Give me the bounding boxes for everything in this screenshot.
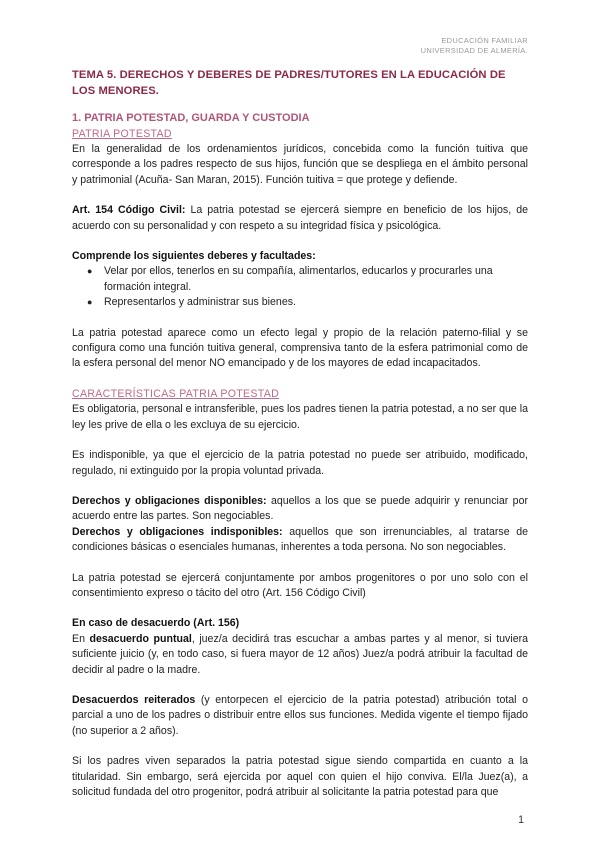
list-item-text: Velar por ellos, tenerlos en su compañía, alimentarlos, educarlos y procurarles una formación integral. xyxy=(104,265,493,293)
paragraph-efecto-legal: La patria potestad aparece como un efecto legal y propio de la relación paterno-filial y se configura como una función tuitiva general, comprensiva tanto de la esfera patrimonial como de la esfera personal del menor NO emancipado y de los mayores de edad incapacitados. xyxy=(72,326,528,370)
header-university: UNIVERSIDAD DE ALMERÍA. xyxy=(420,46,528,55)
paragraph-desacuerdo-puntual xyxy=(72,632,528,678)
paragraph-art154 xyxy=(72,203,528,234)
puntual-label: desacuerdo puntual xyxy=(89,632,192,645)
reiterados-text: (y entorpecen el ejercicio de la patria potestad) atribución total o parcial a uno de los padres o distribuir entre ellos sus funciones. Medida vigente el tiempo fijado (no superior a 2 años). xyxy=(72,693,528,737)
header-course: EDUCACIÓN FAMILIAR xyxy=(441,36,528,45)
disponibles-text: aquellos a los que se puede adquirir y renunciar por acuerdo entre las partes. Son negociables. xyxy=(72,494,528,523)
paragraph-conjuntamente: La patria potestad se ejercerá conjuntamente por ambos progenitores o por uno solo con el consentimiento expreso o tácito del otro (Art. 156 Código Civil) xyxy=(72,571,528,599)
indisponibles-label: Derechos y obligaciones indisponibles: xyxy=(72,525,283,538)
subheading-caracteristicas: CARACTERÍSTICAS PATRIA POTESTAD xyxy=(72,387,280,400)
document-title: TEMA 5. DERECHOS Y DEBERES DE PADRES/TUTORES EN LA EDUCACIÓN DE LOS MENORES. xyxy=(72,69,506,97)
disponibles-label: Derechos y obligaciones disponibles: xyxy=(72,494,267,507)
deberes-heading xyxy=(72,249,528,264)
desacuerdo-heading xyxy=(72,616,528,631)
section-heading-patria-potestad: 1. PATRIA POTESTAD, GUARDA Y CUSTODIA xyxy=(72,112,310,125)
desacuerdo-label: En caso de desacuerdo (Art. 156) xyxy=(72,617,240,630)
paragraph-indisponible: Es indisponible, ya que el ejercicio de la patria potestad no puede ser atribuido, modificado, regulado, ni extinguido por la propia voluntad privada. xyxy=(72,449,528,477)
paragraph-indisponibles xyxy=(72,525,528,556)
document-body xyxy=(72,68,528,800)
paragraph-definition: En la generalidad de los ordenamientos jurídicos, concebida como la función tuitiva que corresponde a los padres respecto de sus hijos, función que se despliega en el ámbito personal y patrimonial (Acuña- San Maran, 2015). Función tuitiva = que protege y defiende. xyxy=(72,143,528,186)
art154-label: Art. 154 Código Civil: xyxy=(72,204,186,217)
reiterados-label: Desacuerdos reiterados xyxy=(72,693,196,706)
deberes-list xyxy=(72,264,528,310)
list-item xyxy=(87,264,528,295)
bullet-icon: ● xyxy=(87,266,93,277)
page-number: 1 xyxy=(518,814,524,826)
paragraph-obligatoria: Es obligatoria, personal e intransferible, pues los padres tienen la patria potestad, a no ser que la ley les prive de ella o les excluya de su ejercicio. xyxy=(72,403,528,431)
page-header xyxy=(421,36,528,56)
deberes-label: Comprende los siguientes deberes y facultades: xyxy=(72,250,316,263)
puntual-text: , juez/a decidirá tras escuchar a ambas partes y al menor, si tuviera suficiente juicio (y, en todo caso, si fuera mayor de 12 años) Juez/a podrá atribuir la facultad de decidir al padre o la madre. xyxy=(72,632,529,676)
subheading-patria-potestad: PATRIA POTESTAD xyxy=(72,127,172,140)
indisponibles-text: aquellos que son irrenunciables, al tratarse de condiciones básicas o esenciales humanas, inherentes a toda persona. No son negociables. xyxy=(72,525,528,554)
bullet-icon: ● xyxy=(87,297,93,308)
list-item-text: Representarlos y administrar sus bienes. xyxy=(104,296,296,309)
paragraph-disponibles xyxy=(72,494,528,525)
list-item xyxy=(87,295,528,310)
art154-text: La patria potestad se ejercerá siempre en beneficio de los hijos, de acuerdo con su personalidad y con respeto a su integridad física y psicológica. xyxy=(72,204,528,232)
puntual-prefix: En xyxy=(72,632,90,645)
paragraph-separados: Si los padres viven separados la patria potestad sigue siendo compartida en cuanto a la titularidad. Sin embargo, será ejercida por aquel con quien el hijo conviva. El/la Juez(a), a solicitud fundada del otro progenitor, podrá atribuir al solicitante la patria potestad para que xyxy=(72,755,528,798)
paragraph-desacuerdos-reiterados xyxy=(72,693,528,739)
